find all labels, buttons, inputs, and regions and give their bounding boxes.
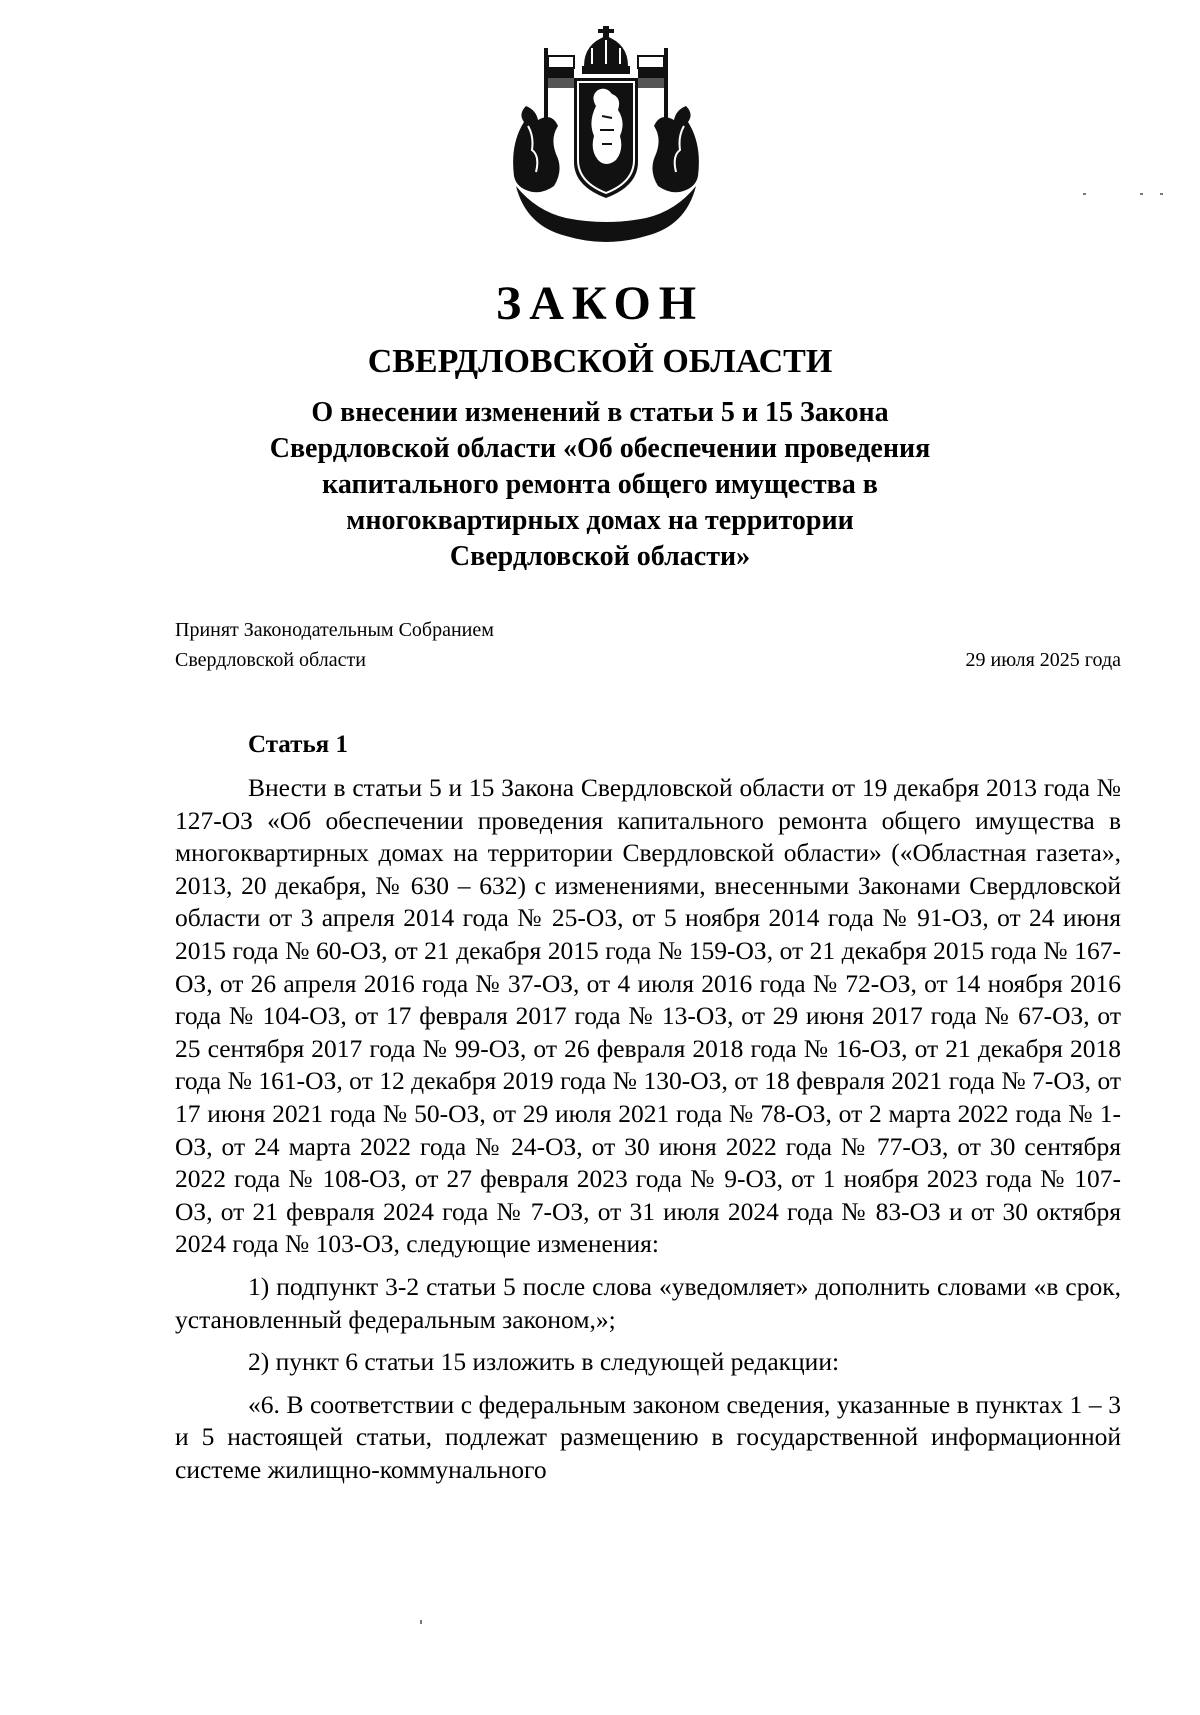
law-subject-line: Свердловской области «Об обеспечении проведения [269, 433, 931, 464]
article-paragraph: 2) пункт 6 статьи 15 изложить в следующей редакции: [248, 1347, 840, 1377]
law-subject-line: многоквартирных домах на территории [346, 505, 854, 536]
law-subject-line: Свердловской области» [449, 541, 751, 572]
article-paragraph: 1) подпункт 3-2 статьи 5 после слова «уведомляет» дополнить словами «в срок, установленный федеральным законом,»; [175, 1271, 1121, 1334]
region-title: СВЕРДЛОВСКОЙ ОБЛАСТИ [367, 343, 833, 380]
law-subject-line: капитального ремонта общего имущества в [322, 469, 878, 500]
scan-speck [1083, 193, 1086, 195]
scan-speck [420, 1620, 422, 1624]
article-heading: Статья 1 [248, 731, 348, 758]
article-paragraph: «6. В соответствии с федеральным законом сведения, указанные в пунктах 1 – 3 и 5 настоящей статьи, подлежат размещению в государственной информационной системе жилищно-коммунального [175, 1389, 1121, 1484]
coat-of-arms-icon [506, 26, 706, 248]
law-subject [200, 395, 1000, 575]
adoption-date: 29 июля 2025 года [965, 649, 1121, 671]
adoption-line: Свердловской области [175, 649, 366, 671]
scan-speck [1140, 193, 1143, 195]
adoption-note [175, 615, 494, 675]
article-body [175, 772, 1121, 1496]
document-type-title: ЗАКОН [495, 277, 705, 330]
article-paragraph: Внести в статьи 5 и 15 Закона Свердловской области от 19 декабря 2013 года № 127-ОЗ «Об обеспечении проведения капитального ремонта общего имущества в многоквартирных домах на территории Свердловской области» («Областная газета», 2013, 20 декабря, № 630 – 632) с изменениями, внесенными Законами Свердловской области от 3 апреля 2014 года № 25-ОЗ, от 5 ноября 2014 года № 91-ОЗ, от 24 июня 2015 года № 60-ОЗ, от 21 декабря 2015 года № 159-ОЗ, от 21 декабря 2015 года № 167-ОЗ, от 26 апреля 2016 года № 37-ОЗ, от 4 июля 2016 года № 72-ОЗ, от 14 ноября 2016 года № 104-ОЗ, от 17 февраля 2017 года № 13-ОЗ, от 29 июня 2017 года № 67-ОЗ, от 25 сентября 2017 года № 99-ОЗ, от 26 февраля 2018 года № 16-ОЗ, от 21 декабря 2018 года № 161-ОЗ, от 12 декабря 2019 года № 130-ОЗ, от 18 февраля 2021 года № 7-ОЗ, от 17 июня 2021 года № 50-ОЗ, от 29 июля 2021 года № 78-ОЗ, от 2 марта 2022 года № 1-ОЗ, от 24 марта 2022 года № 24-ОЗ, от 30 июня 2022 года № 77-ОЗ, от 30 сентября 2022 года № 108-ОЗ, от 27 февраля 2023 года № 9-ОЗ, от 1 ноября 2023 года № 107-ОЗ, от 21 февраля 2024 года № 7-ОЗ, от 31 июля 2024 года № 83-ОЗ и от 30 октября 2024 года № 103-ОЗ, следующие изменения: [175, 773, 1121, 1259]
law-subject-line: О внесении изменений в статьи 5 и 15 Закона [311, 397, 889, 428]
adoption-line: Принят Законодательным Собранием [175, 619, 494, 641]
scan-speck [1160, 193, 1163, 195]
